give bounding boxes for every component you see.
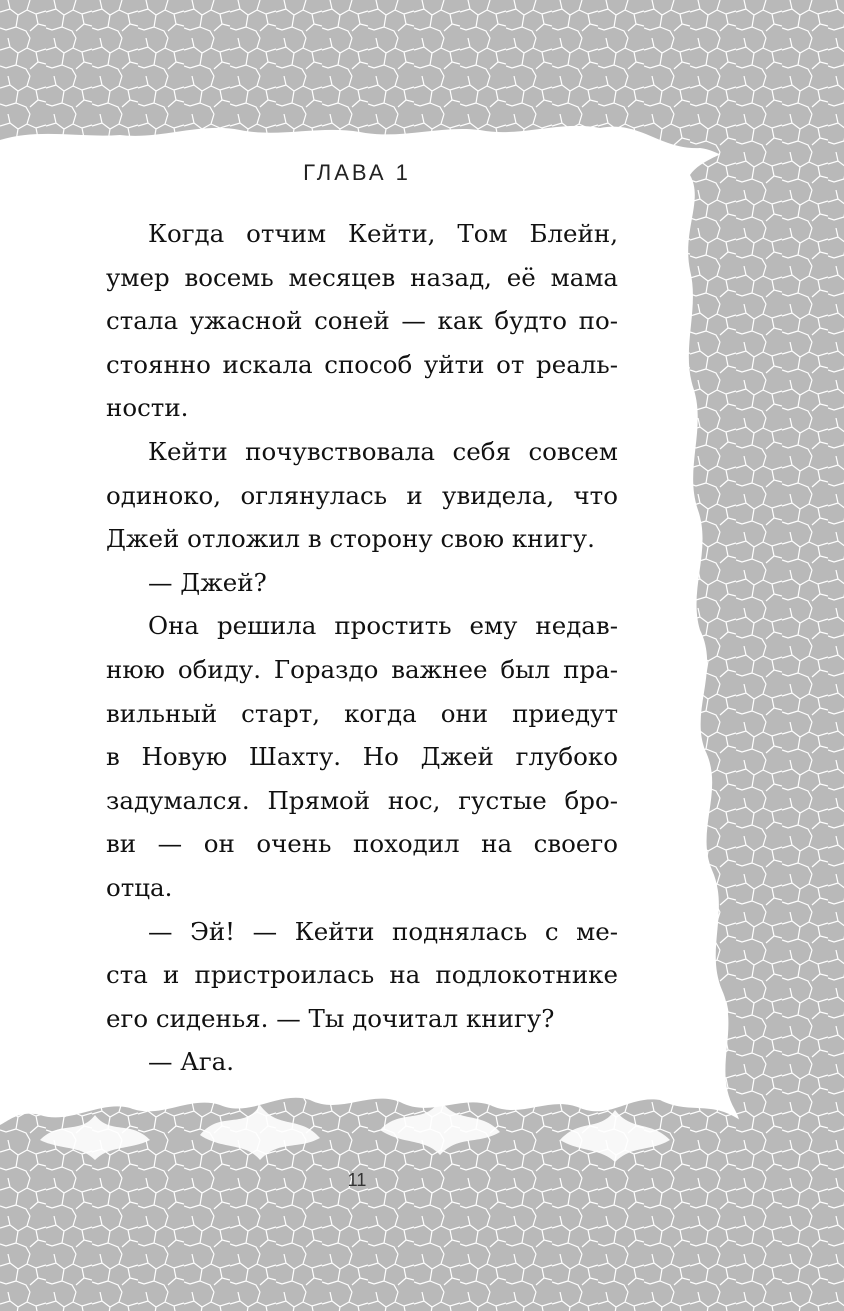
page-number: 11	[347, 1170, 367, 1190]
text-line: его сиденья. — Ты дочитал книгу?	[106, 1003, 555, 1033]
text-line: в Новую Шахту. Но Джей глубоко	[106, 742, 618, 772]
text-line: — Ага.	[148, 1047, 235, 1077]
text-line: Кейти почувствовала себя совсем	[148, 436, 618, 466]
text-line: — Джей?	[148, 567, 267, 597]
body-text	[106, 212, 618, 1084]
text-line: ности.	[106, 393, 189, 423]
text-line: ста и пристроилась на подлокотнике	[106, 960, 618, 990]
chapter-header: ГЛАВА 1	[303, 160, 411, 185]
text-line: задумался. Прямой нос, густые бро-	[106, 785, 618, 815]
text-line: вильный старт, когда они приедут	[106, 698, 618, 728]
text-line: Она решила простить ему недав-	[148, 611, 618, 641]
text-line: умер восемь месяцев назад, её мама	[106, 262, 618, 292]
text-line: ви — он очень походил на своего	[106, 829, 618, 859]
text-line: нюю обиду. Гораздо важнее был пра-	[106, 654, 618, 684]
text-line: одиноко, оглянулась и увидела, что	[106, 480, 618, 510]
text-line: стала ужасной соней — как будто по-	[106, 306, 618, 336]
text-line: — Эй! — Кейти поднялась с ме-	[148, 916, 618, 946]
text-line: стоянно искала способ уйти от реаль-	[106, 349, 618, 379]
text-line: Когда отчим Кейти, Том Блейн,	[148, 219, 618, 248]
text-line: отца.	[106, 872, 173, 902]
text-line: Джей отложил в сторону свою книгу.	[106, 524, 595, 554]
